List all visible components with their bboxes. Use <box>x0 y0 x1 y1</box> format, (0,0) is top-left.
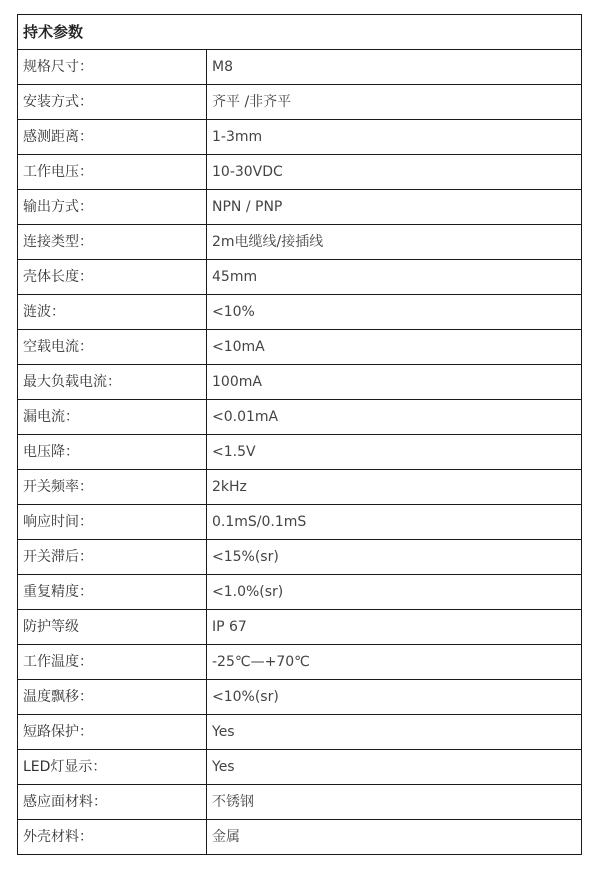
table-row <box>18 330 582 365</box>
table-row <box>18 260 582 295</box>
table-row <box>18 225 582 260</box>
spec-label: 开关滞后： <box>18 540 207 575</box>
spec-value: <0.01mA <box>207 400 582 435</box>
spec-label: 防护等级 <box>18 610 207 645</box>
spec-label: 重复精度： <box>18 575 207 610</box>
spec-value: Yes <box>207 715 582 750</box>
table-row <box>18 365 582 400</box>
spec-value: <1.5V <box>207 435 582 470</box>
spec-label: 开关频率： <box>18 470 207 505</box>
table-row <box>18 610 582 645</box>
table-row <box>18 645 582 680</box>
spec-label: 短路保护： <box>18 715 207 750</box>
table-title-row <box>18 15 582 50</box>
spec-label: 安装方式： <box>18 85 207 120</box>
spec-label: 感应面材料： <box>18 785 207 820</box>
table-row <box>18 785 582 820</box>
spec-value: <10mA <box>207 330 582 365</box>
table-row <box>18 155 582 190</box>
spec-label: 工作温度： <box>18 645 207 680</box>
spec-value: <10%(sr) <box>207 680 582 715</box>
spec-label: 壳体长度： <box>18 260 207 295</box>
table-row <box>18 470 582 505</box>
spec-label: 最大负载电流： <box>18 365 207 400</box>
spec-label: 空载电流： <box>18 330 207 365</box>
spec-value: 金属 <box>207 820 582 855</box>
table-row <box>18 85 582 120</box>
table-row <box>18 50 582 85</box>
table-row <box>18 435 582 470</box>
spec-value: 45mm <box>207 260 582 295</box>
table-row <box>18 750 582 785</box>
spec-label: 输出方式： <box>18 190 207 225</box>
table-row <box>18 680 582 715</box>
spec-label: 工作电压： <box>18 155 207 190</box>
spec-label: 涟波： <box>18 295 207 330</box>
spec-label: 响应时间： <box>18 505 207 540</box>
spec-label: 规格尺寸： <box>18 50 207 85</box>
spec-table <box>17 14 582 855</box>
spec-value: 不锈钢 <box>207 785 582 820</box>
spec-value: <1.0%(sr) <box>207 575 582 610</box>
table-row <box>18 400 582 435</box>
spec-label: 漏电流： <box>18 400 207 435</box>
table-row <box>18 120 582 155</box>
table-row <box>18 715 582 750</box>
spec-value: -25℃—+70℃ <box>207 645 582 680</box>
spec-label: 连接类型： <box>18 225 207 260</box>
spec-value: <10% <box>207 295 582 330</box>
spec-label: 电压降： <box>18 435 207 470</box>
table-title: 持术参数 <box>18 15 582 50</box>
spec-value: 齐平 /非齐平 <box>207 85 582 120</box>
spec-value: <15%(sr) <box>207 540 582 575</box>
spec-label: 温度飘移： <box>18 680 207 715</box>
spec-label: 外壳材料： <box>18 820 207 855</box>
spec-value: Yes <box>207 750 582 785</box>
table-row <box>18 190 582 225</box>
spec-label: 感测距离： <box>18 120 207 155</box>
spec-value: 2kHz <box>207 470 582 505</box>
table-row <box>18 540 582 575</box>
spec-value: 10-30VDC <box>207 155 582 190</box>
spec-value: 2m电缆线/接插线 <box>207 225 582 260</box>
spec-value: M8 <box>207 50 582 85</box>
table-row <box>18 820 582 855</box>
table-row <box>18 505 582 540</box>
table-row <box>18 575 582 610</box>
spec-value: NPN / PNP <box>207 190 582 225</box>
spec-value: 100mA <box>207 365 582 400</box>
table-row <box>18 295 582 330</box>
spec-label: LED灯显示： <box>18 750 207 785</box>
spec-value: IP 67 <box>207 610 582 645</box>
spec-value: 0.1mS/0.1mS <box>207 505 582 540</box>
spec-table-body <box>18 15 582 855</box>
spec-value: 1-3mm <box>207 120 582 155</box>
